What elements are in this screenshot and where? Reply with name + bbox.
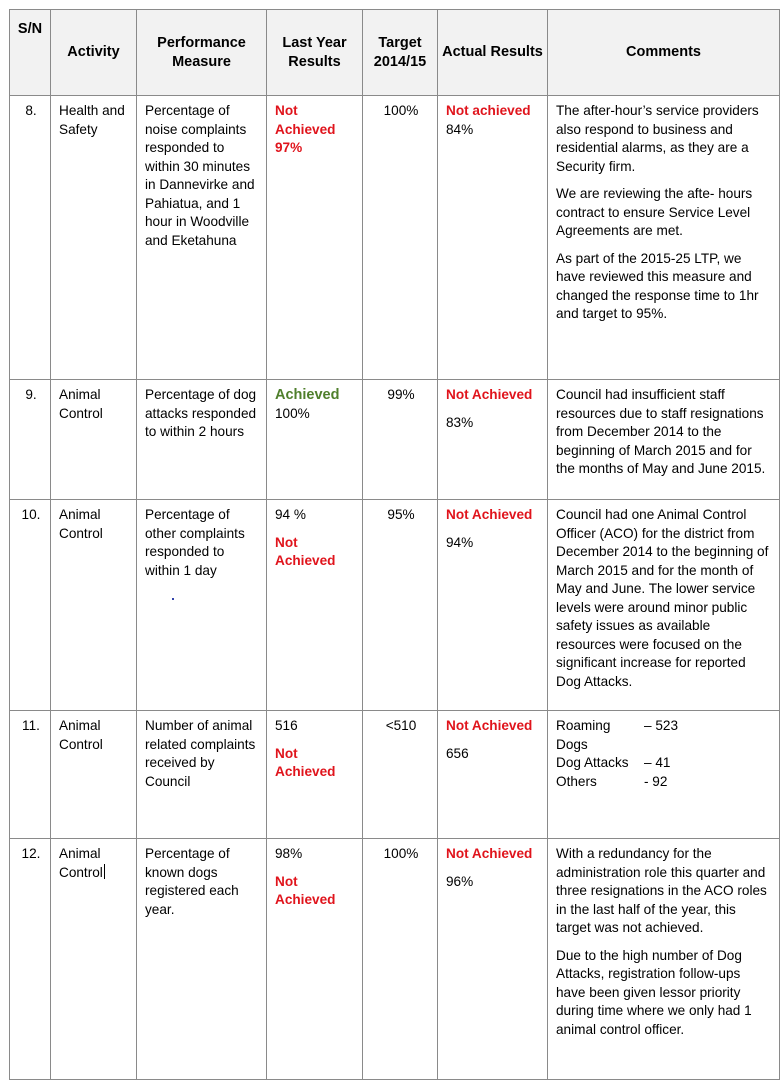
row-number: 9. [10, 380, 51, 500]
table-row [10, 711, 780, 839]
last-year-status: Achieved [275, 387, 340, 403]
complaint-stat [556, 754, 773, 773]
activity-cell: Health and Safety [51, 96, 137, 380]
measure-cell: Percentage of known dogs registered each year. [137, 839, 267, 1080]
header-row [10, 10, 780, 96]
last-year-cell [267, 500, 363, 711]
last-year-value: 94 % [275, 507, 306, 522]
actual-cell [438, 839, 548, 1080]
actual-value: 84% [446, 121, 474, 137]
last-year-cell [267, 380, 363, 500]
last-year-status: Not Achieved [275, 103, 336, 137]
actual-cell [438, 711, 548, 839]
header-measure: Performance Measure [137, 10, 267, 96]
table-row [10, 839, 780, 1080]
activity-cell: Animal Control [51, 711, 137, 839]
stat-label: Others [556, 773, 597, 789]
measure-cell: Percentage of dog attacks responded to within 2 hours [137, 380, 267, 500]
activity-cell: Animal Control [51, 380, 137, 500]
last-year-cell [267, 839, 363, 1080]
row-number: 10. [10, 500, 51, 711]
actual-status: Not achieved [446, 103, 531, 118]
stat-label: Dog Attacks [556, 755, 629, 770]
measure-cell: Number of animal related complaints received by Council [137, 711, 267, 839]
comments-cell [548, 839, 780, 1080]
complaint-stat [556, 717, 773, 754]
stray-dot-mark [172, 598, 174, 600]
activity-text: Animal Control [59, 846, 103, 880]
last-year-value: 100% [275, 405, 310, 421]
comment-paragraph: With a redundancy for the administration role this quarter and three resignations in the ACO roles in the last half of the year, this target was not achieved. [556, 846, 767, 935]
measure-cell: Percentage of noise complaints responded to within 30 minutes in Dannevirke and Pahiatua, and 1 hour in Woodville and Eketahuna [137, 96, 267, 380]
last-year-cell [267, 711, 363, 839]
actual-status: Not Achieved [446, 846, 533, 861]
header-actual: Actual Results [438, 10, 548, 96]
actual-status: Not Achieved [446, 718, 533, 733]
header-activity: Activity [51, 10, 137, 96]
table-row [10, 96, 780, 380]
stat-label: Roaming Dogs [556, 718, 611, 752]
target-cell: 100% [363, 839, 438, 1080]
stat-value: - 92 [644, 773, 668, 789]
comments-cell [548, 96, 780, 380]
comment-paragraph: We are reviewing the afte- hours contract to ensure Service Level Agreements are met. [556, 186, 753, 238]
actual-status: Not Achieved [446, 507, 533, 522]
complaint-stat [556, 773, 773, 792]
target-cell: 100% [363, 96, 438, 380]
header-last-year: Last Year Results [267, 10, 363, 96]
text-cursor [104, 864, 105, 879]
row-number: 12. [10, 839, 51, 1080]
actual-cell [438, 380, 548, 500]
header-target: Target 2014/15 [363, 10, 438, 96]
last-year-value: 516 [275, 718, 298, 733]
actual-cell [438, 500, 548, 711]
last-year-value: 98% [275, 846, 303, 861]
activity-cell: Animal Control [51, 500, 137, 711]
last-year-cell [267, 96, 363, 380]
last-year-status: Not Achieved [275, 534, 336, 568]
row-number: 11. [10, 711, 51, 839]
comments-cell [548, 500, 780, 711]
header-sn: S/N [10, 10, 51, 96]
actual-cell [438, 96, 548, 380]
actual-value: 656 [446, 745, 469, 761]
comments-cell [548, 380, 780, 500]
table-row [10, 500, 780, 711]
comment-paragraph: Council had insufficient staff resources due to staff resignations from December 2014 to the beginning of March 2015 and for the months of May and June 2015. [556, 387, 766, 476]
comment-paragraph: Due to the high number of Dog Attacks, registration follow-ups have been given lessor priority during time where we only had 1 animal control officer. [556, 947, 752, 1037]
performance-table [9, 9, 780, 1080]
comment-paragraph: Council had one Animal Control Officer (ACO) for the district from December 2014 to the beginning of March 2015 and for the month of May and June. The lower service levels were around minor public safety issues as available resources were focused on the significant increase for reported Dog Attacks. [556, 507, 769, 689]
stat-value: – 41 [644, 755, 671, 770]
header-comments: Comments [548, 10, 780, 96]
comments-cell [548, 711, 780, 839]
activity-cell [51, 839, 137, 1080]
last-year-value: 97% [275, 140, 303, 155]
table-row [10, 380, 780, 500]
actual-value: 94% [446, 534, 474, 550]
actual-status: Not Achieved [446, 387, 533, 402]
row-number: 8. [10, 96, 51, 380]
actual-value: 83% [446, 414, 474, 430]
actual-value: 96% [446, 873, 474, 889]
measure-text: Percentage of other complaints responded to within 1 day [145, 507, 245, 578]
measure-cell [137, 500, 267, 711]
target-cell: 99% [363, 380, 438, 500]
comment-paragraph: As part of the 2015-25 LTP, we have reviewed this measure and changed the response time to 1hr and target to 95%. [556, 250, 759, 321]
target-cell: <510 [363, 711, 438, 839]
last-year-status: Not Achieved [275, 745, 336, 779]
target-cell: 95% [363, 500, 438, 711]
last-year-status: Not Achieved [275, 873, 336, 907]
stat-value: – 523 [644, 718, 679, 733]
comment-paragraph: The after-hour’s service providers also respond to business and residential alarms, as they are a Security firm. [556, 103, 759, 174]
